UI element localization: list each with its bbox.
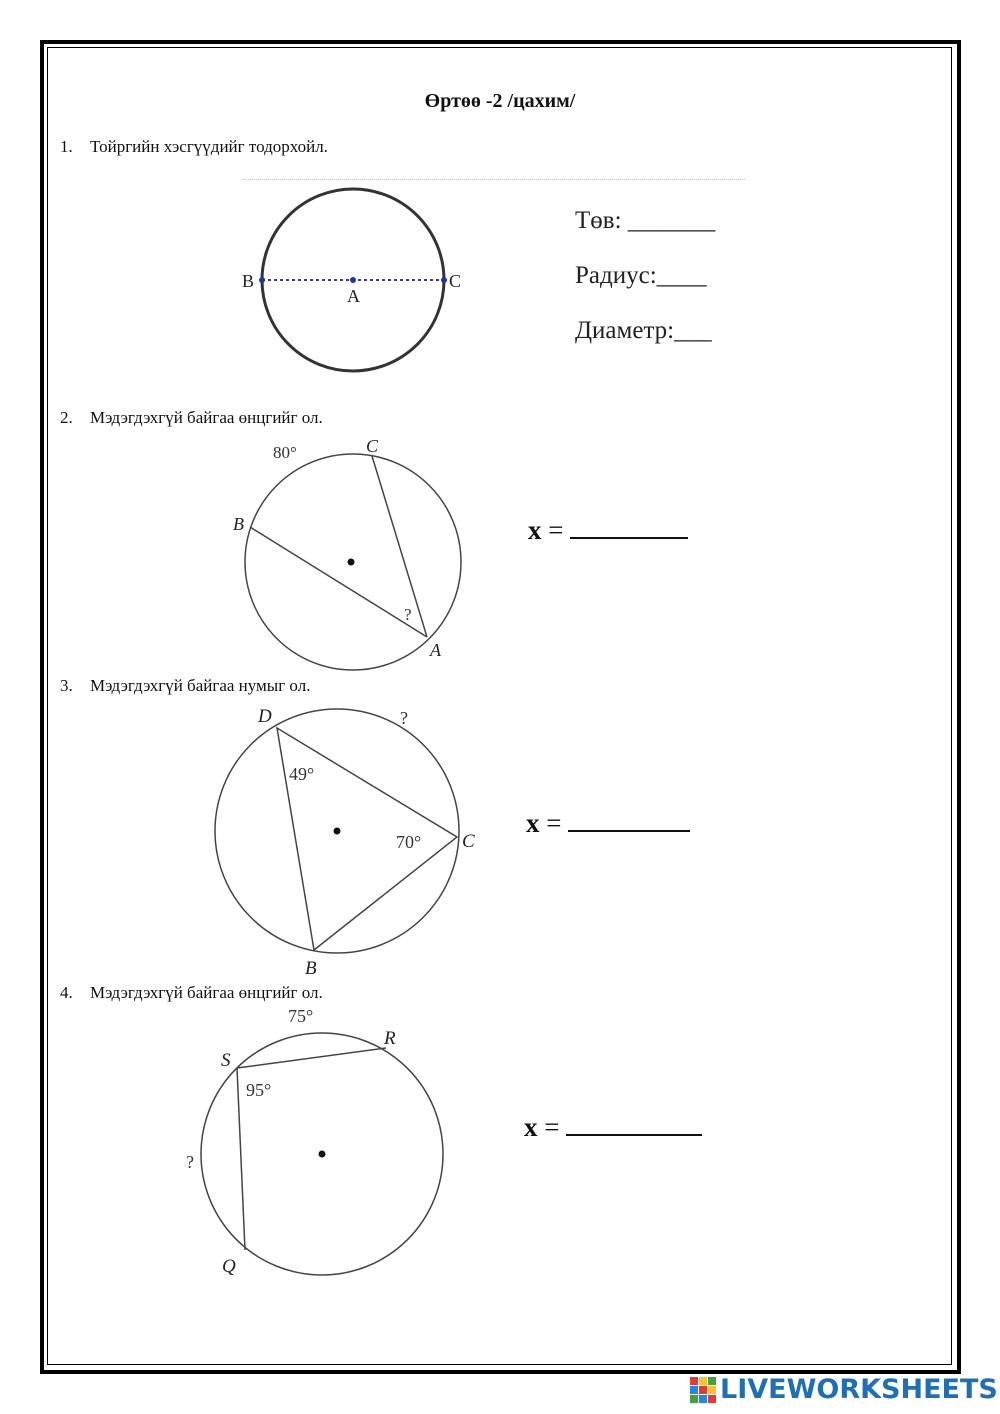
question-number: 1.: [60, 137, 73, 156]
angle-d-label: 49°: [289, 764, 315, 784]
label-d: D: [258, 706, 272, 727]
label-a: A: [347, 286, 360, 306]
radius-field: [575, 262, 707, 290]
liveworksheets-logo: [690, 1374, 998, 1405]
answer-eq: =: [544, 1112, 560, 1142]
q3-circle-figure: [200, 700, 490, 980]
point-b: [259, 277, 265, 283]
answer-eq: =: [548, 515, 564, 545]
label-c: C: [462, 831, 475, 852]
answer-eq: =: [546, 808, 562, 838]
label-c: C: [366, 436, 379, 456]
unknown-angle: ?: [404, 605, 412, 624]
answer-blank[interactable]: [566, 1114, 702, 1136]
answer-blank[interactable]: [568, 810, 690, 832]
center-blank[interactable]: _______: [627, 207, 716, 234]
question-text: Мэдэгдэхгүй байгаа өнцгийг ол.: [90, 983, 323, 1002]
center-dot: [334, 828, 341, 835]
point-a: [350, 277, 356, 283]
diameter-label: Диаметр:: [575, 317, 675, 344]
chord-ca: [372, 456, 427, 637]
angle-c-label: 70°: [396, 832, 422, 852]
logo-text: LIVEWORKSHEETS: [720, 1374, 998, 1405]
center-label: Төв:: [575, 207, 622, 234]
label-a: A: [430, 640, 441, 660]
chord-sq: [237, 1068, 245, 1250]
unknown-arc: ?: [186, 1152, 194, 1172]
answer-var: x: [526, 808, 540, 838]
label-s: S: [221, 1050, 231, 1071]
label-r: R: [384, 1028, 396, 1049]
center-dot: [348, 559, 355, 566]
q4-circle-figure: [180, 1000, 470, 1290]
answer-var: x: [524, 1112, 538, 1142]
q4-answer: [524, 1112, 702, 1143]
question-1: [60, 137, 328, 157]
label-b: B: [305, 958, 317, 979]
diameter-field: [575, 317, 712, 345]
question-number: 2.: [60, 408, 73, 427]
question-number: 3.: [60, 676, 73, 695]
q2-circle-figure: [220, 430, 480, 670]
chord-ba: [250, 527, 427, 637]
answer-blank[interactable]: [570, 517, 688, 539]
point-c: [441, 277, 447, 283]
answer-var: x: [528, 515, 542, 545]
triangle-dcb: [277, 728, 457, 950]
question-text: Мэдэгдэхгүй байгаа өнцгийг ол.: [90, 408, 323, 427]
worksheet-title: Өртөө -2 /цахим/: [424, 90, 576, 112]
q2-answer: [528, 515, 688, 546]
radius-label: Радиус:: [575, 262, 657, 289]
diameter-blank[interactable]: ___: [674, 317, 712, 344]
label-b: B: [233, 514, 244, 534]
radius-blank[interactable]: ____: [656, 262, 707, 289]
question-3: [60, 676, 310, 696]
question-number: 4.: [60, 983, 73, 1002]
question-text: Тойргийн хэсгүүдийг тодорхойл.: [90, 137, 328, 156]
arc-label: 75°: [288, 1006, 314, 1026]
label-c: C: [449, 271, 462, 291]
arc-label: 80°: [273, 443, 297, 462]
center-dot: [319, 1151, 326, 1158]
logo-grid-icon: [690, 1377, 716, 1403]
q3-answer: [526, 808, 690, 839]
q1-circle-figure: [230, 180, 480, 380]
question-text: Мэдэгдэхгүй байгаа нумыг ол.: [90, 676, 311, 695]
angle-s-label: 95°: [246, 1080, 272, 1100]
unknown-arc: ?: [400, 708, 408, 728]
center-field: [575, 207, 715, 235]
label-q: Q: [222, 1256, 236, 1277]
label-b: B: [242, 271, 255, 291]
question-2: [60, 408, 323, 428]
